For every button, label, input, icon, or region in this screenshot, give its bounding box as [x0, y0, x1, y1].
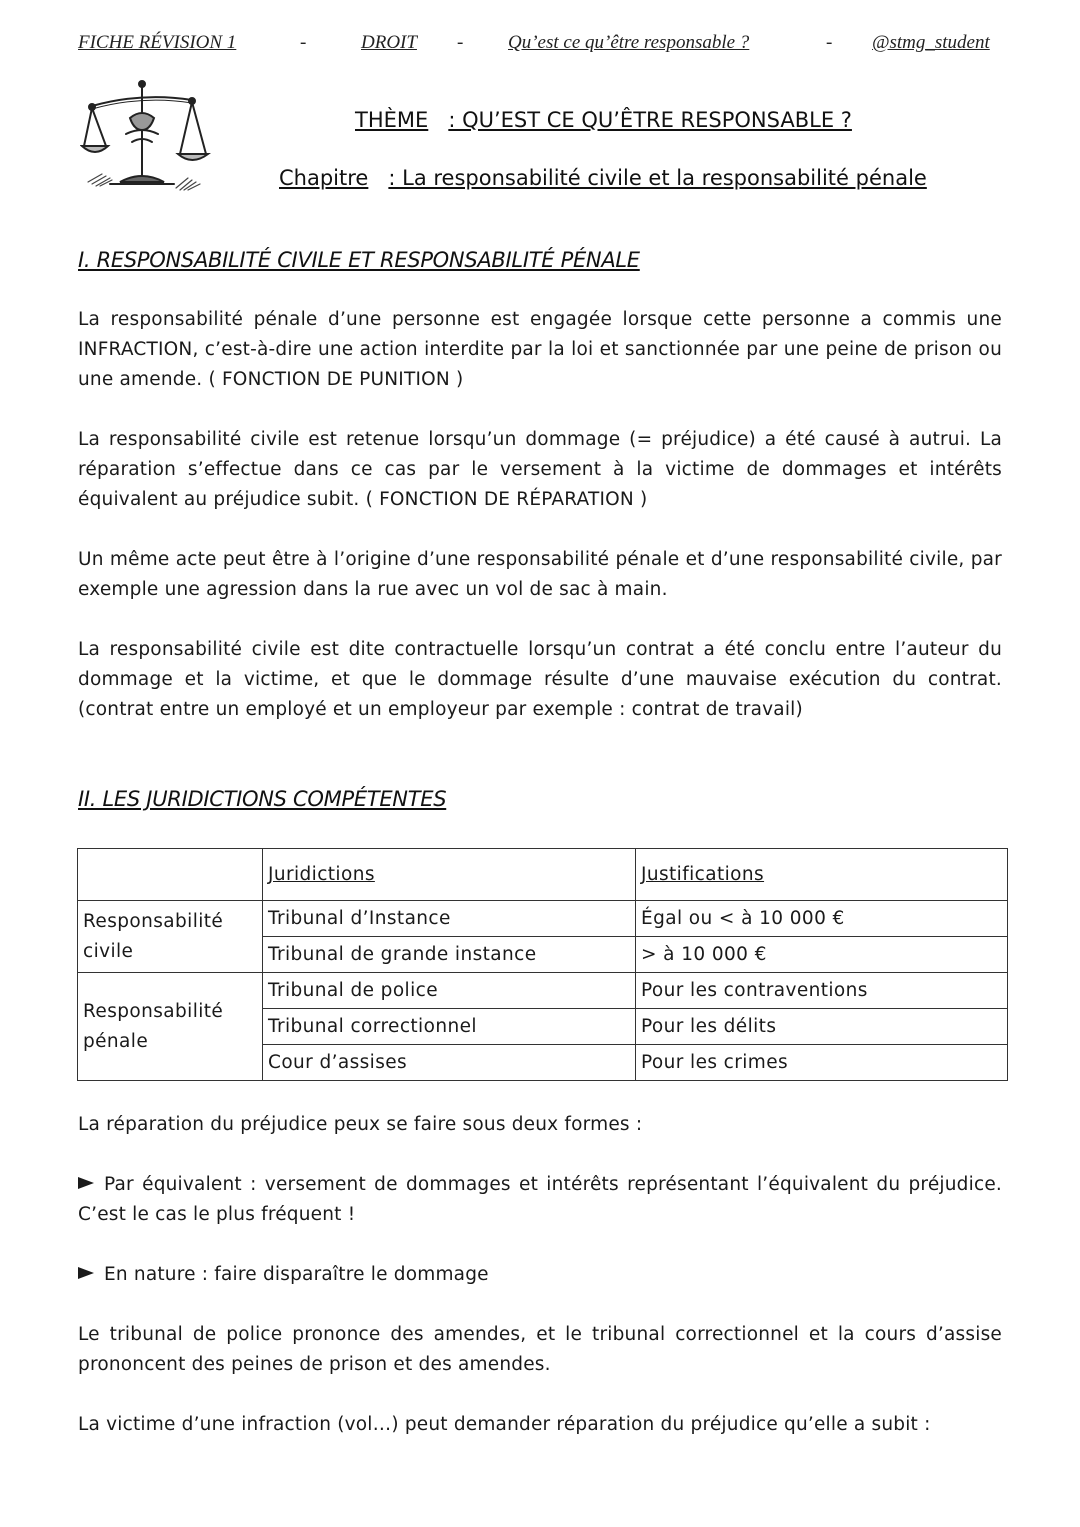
justification-cell: Pour les délits [636, 1009, 1008, 1045]
table-row [78, 973, 1008, 1009]
justification-cell: Pour les crimes [636, 1045, 1008, 1081]
table-row [78, 901, 1008, 937]
theme-label: THÈME [355, 108, 429, 132]
juridiction-cell: Cour d’assises [263, 1045, 636, 1081]
paragraph: La responsabilité civile est retenue lorsqu’un dommage (= préjudice) a été causé à autrui. La réparation s’effectue dans ce cas par le versement à la victime de dommages et intérêts équivalent au préjudice subit. ( FONCTION DE RÉPARATION ) [78, 429, 1002, 510]
scales-of-justice-icon [80, 78, 215, 198]
theme-title: : QU’EST CE QU’ÊTRE RESPONSABLE ? [448, 108, 852, 132]
section-2-title: II. LES JURIDICTIONS COMPÉTENTES [78, 787, 447, 811]
bullet-item [78, 1260, 1002, 1290]
paragraph: La réparation du préjudice peux se faire sous deux formes : [78, 1114, 643, 1135]
bullet-item [78, 1170, 1002, 1230]
header-sheet-label: FICHE RÉVISION 1 [78, 32, 237, 53]
juridiction-cell: Tribunal correctionnel [263, 1009, 636, 1045]
chapter-line [279, 166, 927, 190]
header-separator: - [300, 32, 307, 53]
justification-cell: Pour les contraventions [636, 973, 1008, 1009]
header-question: Qu’est ce qu’être responsable ? [508, 32, 750, 53]
paragraph: La responsabilité pénale d’une personne est engagée lorsque cette personne a commis une INFRACTION, c’est-à-dire une action interdite par la loi et sanctionnée par une peine de prison ou une amende. ( FONCTION DE PUNITION ) [78, 309, 1002, 390]
paragraph: La responsabilité civile est dite contractuelle lorsqu’un contrat a été conclu entre l’auteur du dommage et la victime, et que le dommage résulte d’une mauvaise exécution du contrat. (contrat entre un employé et un employeur par exemple : contrat de travail) [78, 639, 1002, 720]
category-cell: Responsabilité civile [78, 901, 263, 973]
table-header-cell: Justifications [636, 849, 1008, 901]
arrow-bullet-icon [78, 1177, 94, 1189]
paragraph: Le tribunal de police prononce des amendes, et le tribunal correctionnel et la cours d’assise prononcent des peines de prison et des amendes. [78, 1324, 1002, 1375]
category-cell: Responsabilité pénale [78, 973, 263, 1081]
juridiction-cell: Tribunal de grande instance [263, 937, 636, 973]
bullet-text: En nature : faire disparaître le dommage [104, 1264, 489, 1285]
header-handle: @stmg_student [872, 32, 990, 53]
juridiction-cell: Tribunal d’Instance [263, 901, 636, 937]
arrow-bullet-icon [78, 1267, 94, 1279]
table-header-cell [78, 849, 263, 901]
page-header [78, 32, 1008, 58]
theme-line [355, 108, 852, 132]
header-separator: - [826, 32, 833, 53]
header-subject: DROIT [361, 32, 417, 53]
justification-cell: Égal ou < à 10 000 € [636, 901, 1008, 937]
table-header-cell: Juridictions [263, 849, 636, 901]
paragraph: La victime d’une infraction (vol…) peut demander réparation du préjudice qu’elle a subit : [78, 1414, 931, 1435]
section-1-title: I. RESPONSABILITÉ CIVILE ET RESPONSABILITÉ PÉNALE [78, 248, 640, 272]
paragraph: Un même acte peut être à l’origine d’une responsabilité pénale et d’une responsabilité civile, par exemple une agression dans la rue avec un vol de sac à main. [78, 549, 1002, 600]
jurisdictions-table [77, 848, 1008, 1081]
table-header-row [78, 849, 1008, 901]
bullet-text: Par équivalent : versement de dommages et intérêts représentant l’équivalent du préjudice. C’est le cas le plus fréquent ! [78, 1174, 1002, 1225]
chapter-label: Chapitre [279, 166, 369, 190]
juridiction-cell: Tribunal de police [263, 973, 636, 1009]
header-separator: - [457, 32, 464, 53]
chapter-title: : La responsabilité civile et la responsabilité pénale [388, 166, 927, 190]
justification-cell: > à 10 000 € [636, 937, 1008, 973]
